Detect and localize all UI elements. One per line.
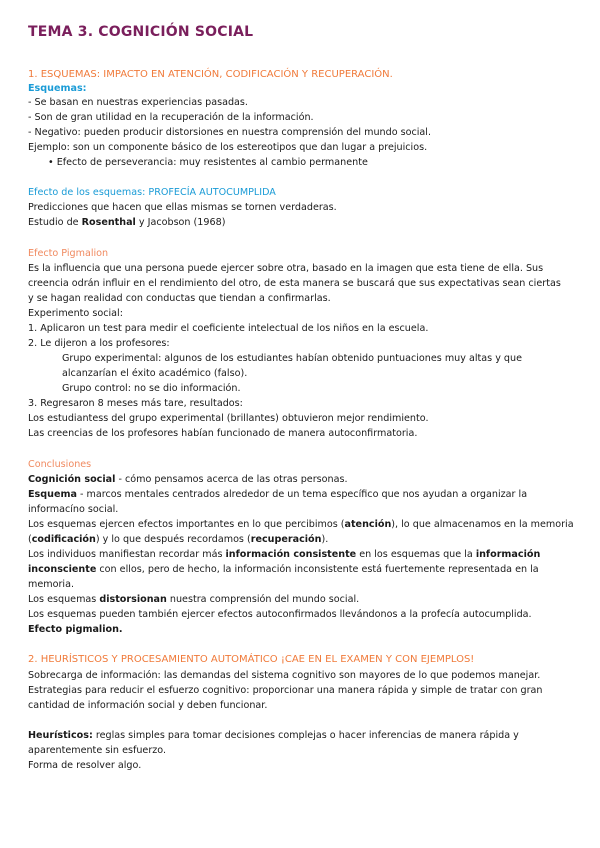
text-line (28, 533, 328, 546)
bold-term: información consistente (225, 549, 357, 560)
bold-term: distorsionan (99, 594, 167, 605)
text-span: nuestra comprensión del mundo social. (166, 594, 360, 605)
text-span: - cómo pensamos acerca de las otras personas. (115, 474, 348, 485)
page-title: TEMA 3. COGNICIÓN SOCIAL (28, 24, 254, 40)
text-span: - marcos mentales centrados alrededor de un tema específico que nos ayudan a organizar la (76, 489, 528, 500)
text-line: 1. Aplicaron un test para medir el coeficiente intelectual de los niños en la escuela. (28, 323, 429, 334)
text-line (28, 593, 359, 606)
section-heading-heuristicos: 2. HEURÍSTICOS Y PROCESAMIENTO AUTOMÁTICO ¡CAE EN EL EXAMEN Y CON EJEMPLOS! (28, 654, 475, 665)
bullet-icon: • (48, 157, 57, 168)
text-line: creencia odrán influir en el rendimiento del otro, de esta manera se buscará que sus expectativas sean ciertas (28, 278, 561, 289)
text-line: Sobrecarga de información: las demandas del sistema cognitivo son mayores de lo que podemos manejar. (28, 670, 541, 681)
text-line (28, 563, 539, 576)
text-line (28, 216, 225, 229)
bold-term: recuperación (250, 534, 322, 545)
text-line: Estrategias para reducir el esfuerzo cognitivo: proporcionar una manera rápida y simple de tratar con gran (28, 685, 543, 696)
text-span: en los esquemas que la (356, 549, 476, 560)
text-line: alcanzarían el éxito académico (falso). (62, 368, 248, 379)
text-line (28, 488, 527, 501)
text-line (28, 518, 574, 531)
text-line: - Negativo: pueden producir distorsiones en nuestra comprensión del mundo social. (28, 127, 432, 138)
text-span: reglas simples para tomar decisiones complejas o hacer inferencias de manera rápida y (92, 730, 519, 741)
text-line (28, 473, 348, 486)
text-line: Predicciones que hacen que ellas mismas se tornen verdaderas. (28, 202, 337, 213)
text-line: - Se basan en nuestras experiencias pasadas. (28, 97, 248, 108)
text-line: Grupo control: no se dio información. (62, 383, 241, 394)
text-span: Los individuos manifiestan recordar más (28, 549, 226, 560)
subheading-profecia (28, 186, 276, 199)
subheading-profecia-label: Efecto de los esquemas: (28, 187, 149, 198)
text-line: memoria. (28, 579, 75, 590)
bold-term: inconsciente (28, 564, 97, 575)
text-line: Los esquemas pueden también ejercer efectos autoconfirmados llevándonos a la profecía autocumplida. (28, 609, 532, 620)
text-line (28, 623, 123, 636)
bullet-item (48, 156, 368, 169)
text-line: Es la influencia que una persona puede ejercer sobre otra, basado en la imagen que esta tiene de ella. Sus (28, 263, 544, 274)
text-line: Las creencias de los profesores habían funcionado de manera autoconfirmatoria. (28, 428, 418, 439)
text-line: Experimento social: (28, 308, 123, 319)
bold-term: información (475, 549, 541, 560)
text-span: ) y lo que después recordamos ( (95, 534, 251, 545)
text-span: con ellos, pero de hecho, la información inconsistente está fuertemente representada en la (96, 564, 539, 575)
subheading-profecia-term: PROFECÍA AUTOCUMPLIDA (148, 187, 276, 198)
text-span: Los esquemas (28, 594, 100, 605)
bold-term: atención (344, 519, 392, 530)
text-line: cantidad de información social y deben funcionar. (28, 700, 268, 711)
bold-term: Heurísticos: (28, 730, 93, 741)
text-line: Los estudiantess del grupo experimental (brillantes) obtuvieron mejor rendimiento. (28, 413, 429, 424)
text-line: informacíno social. (28, 504, 119, 515)
text-span: ( (28, 534, 32, 545)
text-line (28, 729, 519, 742)
subheading-conclusiones: Conclusiones (28, 459, 92, 470)
text-span: ). (321, 534, 329, 545)
text-line: Ejemplo: son un componente básico de los estereotipos que dan lugar a prejuicios. (28, 142, 428, 153)
bold-term: codificación (31, 534, 96, 545)
text-line (28, 548, 540, 561)
subheading-pigmalion: Efecto Pigmalion (28, 248, 109, 259)
section-heading-esquemas: 1. ESQUEMAS: IMPACTO EN ATENCIÓN, CODIFICACIÓN Y RECUPERACIÓN. (28, 69, 393, 80)
bold-term: Esquema (28, 489, 77, 500)
text-line: 2. Le dijeron a los profesores: (28, 338, 170, 349)
subheading-esquemas: Esquemas: (28, 83, 87, 94)
bold-term: Cognición social (28, 474, 116, 485)
text-line: - Son de gran utilidad en la recuperación de la información. (28, 112, 314, 123)
text-span: Estudio de (28, 217, 82, 228)
text-span: ), lo que almacenamos en la memoria (391, 519, 574, 530)
text-line: aparentemente sin esfuerzo. (28, 745, 167, 756)
text-span: y Jacobson (1968) (135, 217, 226, 228)
text-span: Los esquemas ejercen efectos importantes en lo que percibimos ( (28, 519, 345, 530)
text-line: y se hagan realidad con conductas que tiendan a confirmarlas. (28, 293, 331, 304)
bold-term: Efecto pigmalion. (28, 624, 123, 635)
bullet-text: Efecto de perseverancia: muy resistentes al cambio permanente (56, 157, 368, 168)
bold-term: Rosenthal (81, 217, 136, 228)
text-line: Grupo experimental: algunos de los estudiantes habían obtenido puntuaciones muy altas y que (62, 353, 523, 364)
text-line: Forma de resolver algo. (28, 760, 142, 771)
text-line: 3. Regresaron 8 meses más tare, resultados: (28, 398, 243, 409)
